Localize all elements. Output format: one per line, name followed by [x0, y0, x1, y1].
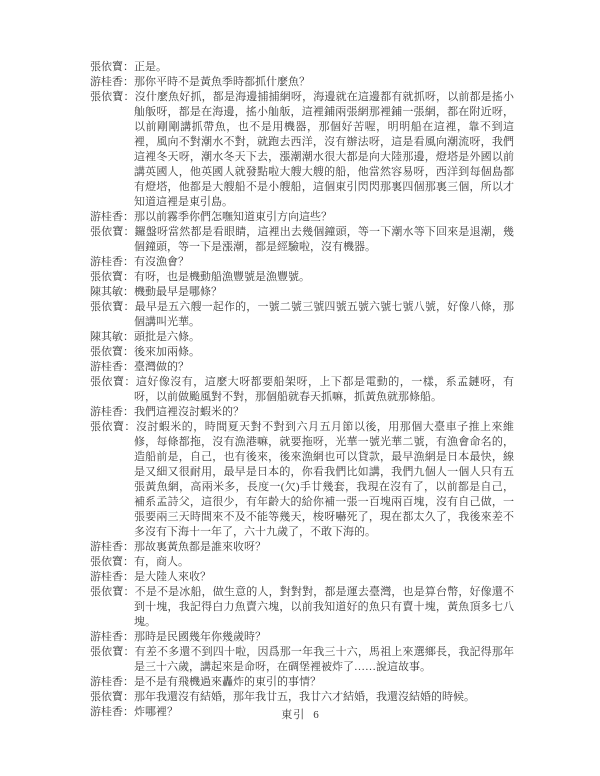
utterance-text: 頭批是六條。 [134, 331, 200, 343]
utterance-text: 最早是五六艘一起作的，一號二號三號四號五號六號七號八號，好像八條，那個講叫光華。 [134, 301, 515, 328]
dialogue-line [90, 300, 514, 330]
speaker-name: 張依寶： [90, 586, 135, 598]
speaker-name: 游桂香： [90, 706, 134, 718]
utterance-text: 臺灣做的？ [134, 361, 189, 373]
page-footer [0, 706, 600, 722]
utterance-text: 有差不多還不到四十啦，因爲那一年我三十六，馬祖上來選鄉長，我記得那年是三十六歲，講起來是命呀，在碉堡裡被炸了……說這故事。 [134, 646, 515, 673]
dialogue-line [90, 285, 514, 300]
dialogue-line [90, 420, 514, 540]
utterance-text: 正是。 [134, 61, 167, 73]
speaker-name: 游桂香： [90, 571, 134, 583]
footer-page-number: 6 [313, 709, 319, 721]
utterance-text: 有呀，也是機動船漁豐號是漁豐號。 [134, 271, 310, 283]
utterance-text: 是不是有飛機過來轟炸的東引的事情？ [134, 676, 321, 688]
dialogue-line [90, 405, 514, 420]
utterance-text: 那故裏黃魚都是誰來收呀？ [134, 541, 266, 553]
utterance-text: 沒討蝦米的，時間夏天對不對到六月五月節以後，用那個大臺車子推上來維修，每條都拖，沒有漁港嘛，就要拖呀，光華一號光華二號，有漁會命名的，造船前是，自己，也有後來，後來漁網也可以貸款，最早漁網是日本最快，線是又細又很耐用，最早是日本的，你看我們比如講，我們九個人一個人只有五張黃魚網，高兩米多，長度一(欠)手廿幾套，我現在沒有了，以前都是自己，補系孟詩父，這很少，有年齡大的給你補一張一百塊兩百塊，沒有自己做，一張要兩三天時間來不及不能等幾天，梭呀嚇死了，現在都太久了，我後來差不多沒有下海十一年了，六十九歲了，不敢下海的。 [134, 421, 514, 538]
dialogue-line [90, 270, 514, 285]
speaker-name: 張依寶： [90, 421, 136, 433]
dialogue-line [90, 90, 514, 210]
utterance-text: 鑼盤呀當然都是看眼睛，這裡出去幾個鐘頭，等一下潮水等下回來是退潮，幾個鐘頭，等一下是漲潮，都是經驗啦，沒有機器。 [134, 226, 515, 253]
speaker-name: 張依寶： [90, 646, 135, 658]
dialogue-line [90, 675, 514, 690]
dialogue-line [90, 225, 514, 255]
speaker-name: 張依寶： [90, 376, 136, 388]
dialogue-line [90, 60, 514, 75]
speaker-name: 張依寶： [90, 301, 135, 313]
utterance-text: 這好像沒有，這麼大呀都要船架呀，上下都是電動的，一樣，系孟鏈呀，有呀，以前做颱風對不對，那個船就春天抓嘛，抓黃魚就那條船。 [134, 376, 514, 403]
utterance-text: 有沒漁會？ [134, 256, 189, 268]
utterance-text: 那時是民國幾年你幾歲時？ [134, 631, 266, 643]
utterance-text: 那你平時不是黃魚季時都抓什麼魚？ [134, 76, 310, 88]
speaker-name: 游桂香： [90, 76, 134, 88]
dialogue-line [90, 360, 514, 375]
dialogue-line [90, 645, 514, 675]
utterance-text: 那年我還沒有結婚，那年我廿五，我廿六才結婚，我還沒結婚的時候。 [134, 691, 475, 703]
speaker-name: 游桂香： [90, 541, 134, 553]
dialogue-line [90, 345, 514, 360]
dialogue-line [90, 570, 514, 585]
speaker-name: 張依寶： [90, 271, 134, 283]
utterance-text: 沒什麼魚好抓，都是海邊捕捕網呀，海邊就在這邊都有就抓呀，以前都是搖小舢舨呀，都是在海邊，搖小舢舨，這裡鋪兩張網那裡鋪一張網，都在附近呀，以前剛剛講抓帶魚，也不是用機器，那個好苦喔，明明船在這裡，靠不到這裡，風向不對潮水不對，就跑去西洋，沒有辦法呀，這是看風向潮流呀，我們這裡冬天呀，潮水冬天下去，漲潮潮水很大都是向大陸那邊，燈塔是外國以前講英國人，他英國人就發點啦大艘大艘的船，他當然容易呀，西洋到每個島都有燈塔，他都是大艘船不是小艘船，這個東引閃閃那裏四個那裏三個，所以才知道這裡是東引島。 [134, 91, 515, 208]
dialogue-line [90, 210, 514, 225]
speaker-name: 游桂香： [90, 361, 134, 373]
dialogue-line [90, 330, 514, 345]
utterance-text: 不是不是冰船，做生意的人，對對對，都是運去臺灣，也是算台幣，好像還不到十塊，我記得白力魚賣六塊，以前我知道好的魚只有賣十塊，黃魚頂多七八塊。 [134, 586, 515, 628]
speaker-name: 張依寶： [90, 556, 134, 568]
footer-section-title: 東引 [281, 709, 306, 721]
speaker-name: 游桂香： [90, 256, 134, 268]
speaker-name: 張依寶： [90, 91, 135, 103]
speaker-name: 張依寶： [90, 691, 134, 703]
speaker-name: 游桂香： [90, 631, 134, 643]
dialogue-transcript [90, 60, 514, 720]
dialogue-line [90, 555, 514, 570]
speaker-name: 游桂香： [90, 406, 134, 418]
utterance-text: 是大陸人來收？ [134, 571, 211, 583]
speaker-name: 陳其敏： [90, 286, 134, 298]
dialogue-line [90, 585, 514, 630]
utterance-text: 有，商人。 [134, 556, 189, 568]
dialogue-line [90, 690, 514, 705]
dialogue-line [90, 375, 514, 405]
utterance-text: 那以前霧季你們怎嘸知道東引方向這些？ [134, 211, 332, 223]
speaker-name: 張依寶： [90, 61, 134, 73]
speaker-name: 游桂香： [90, 676, 134, 688]
utterance-text: 我們這裡沒討蝦米的？ [134, 406, 244, 418]
utterance-text: 後來加兩條。 [134, 346, 200, 358]
speaker-name: 張依寶： [90, 226, 135, 238]
speaker-name: 陳其敏： [90, 331, 134, 343]
speaker-name: 張依寶： [90, 346, 134, 358]
dialogue-line [90, 630, 514, 645]
speaker-name: 游桂香： [90, 211, 134, 223]
utterance-text: 機動最早是哪條？ [134, 286, 222, 298]
dialogue-line [90, 75, 514, 90]
dialogue-line [90, 255, 514, 270]
dialogue-line [90, 540, 514, 555]
utterance-text: 炸哪裡？ [134, 706, 178, 718]
